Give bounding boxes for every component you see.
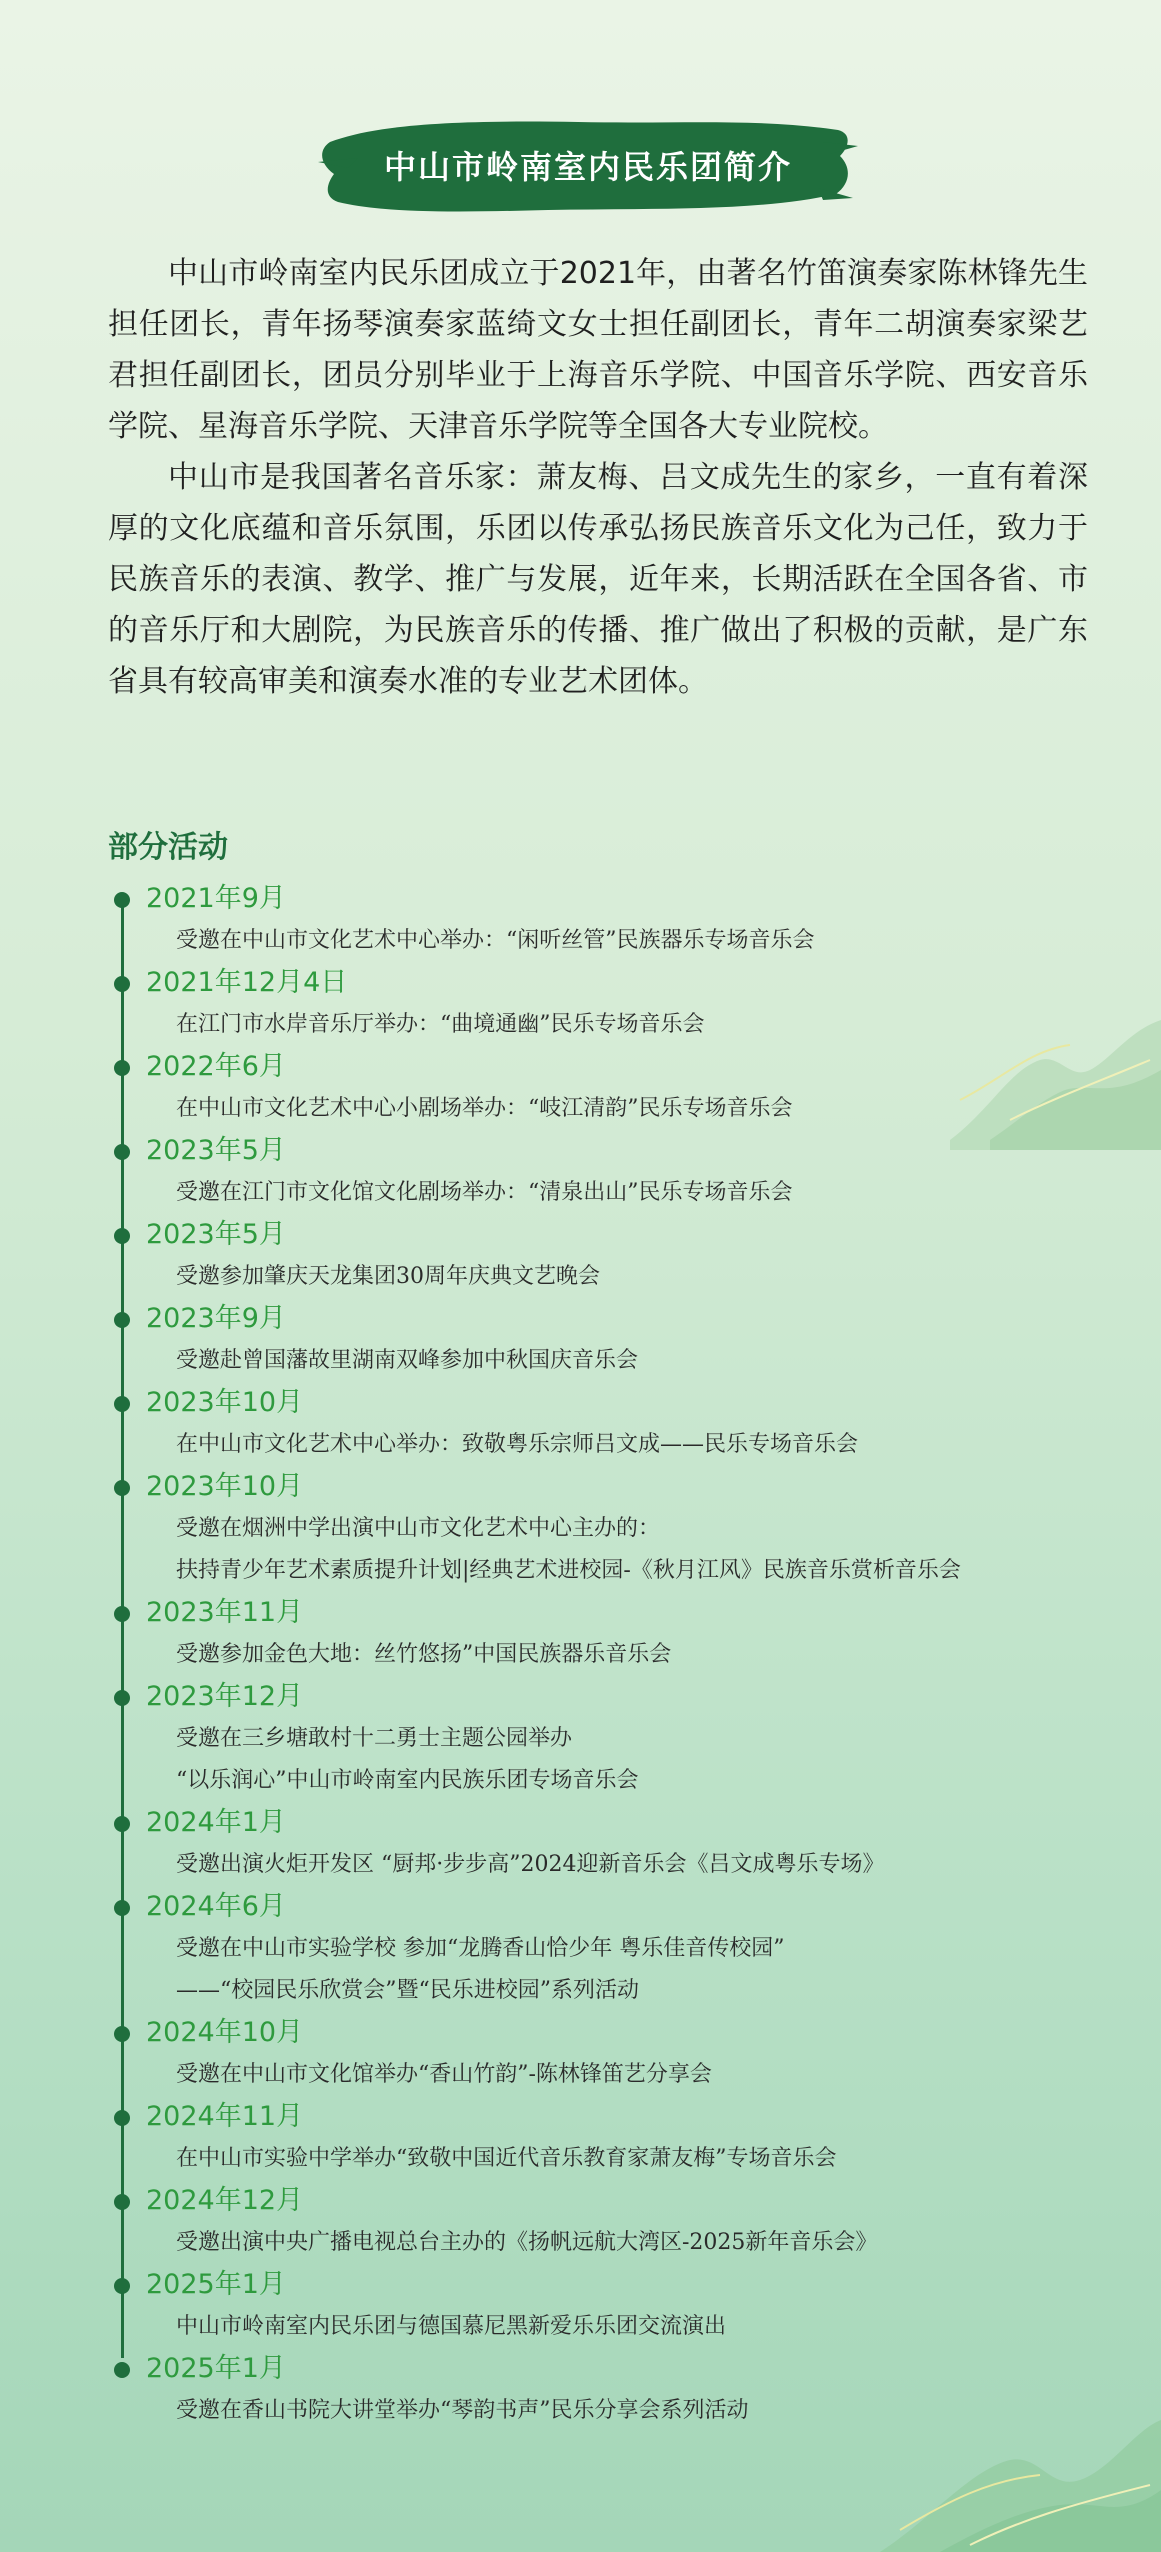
event-description: 受邀出演火炬开发区 “厨邦·步步高”2024迎新音乐会《吕文成粤乐专场》 — [176, 1852, 885, 1877]
timeline-event — [108, 1298, 1108, 1382]
timeline-event — [108, 2348, 1108, 2432]
event-description: 受邀在香山书院大讲堂举办“琴韵书声”民乐分享会系列活动 — [176, 2398, 749, 2423]
event-date: 2022年6月 — [146, 1051, 286, 1082]
event-date: 2023年10月 — [146, 1471, 304, 1502]
event-date: 2024年1月 — [146, 1807, 286, 1838]
event-description: 受邀参加肇庆天龙集团30周年庆典文艺晚会 — [176, 1264, 600, 1289]
timeline-event — [108, 2096, 1108, 2180]
timeline-event — [108, 2264, 1108, 2348]
event-description: 受邀在三乡塘敢村十二勇士主题公园举办 — [176, 1726, 573, 1751]
timeline-event — [108, 1802, 1108, 1886]
timeline-dot — [114, 892, 130, 908]
event-date: 2023年5月 — [146, 1135, 286, 1166]
event-description: 在中山市文化艺术中心小剧场举办：“岐江清韵”民乐专场音乐会 — [176, 1096, 793, 1121]
timeline-event — [108, 1130, 1108, 1214]
intro-paragraph-1: 中山市岭南室内民乐团成立于2021年，由著名竹笛演奏家陈林锋先生担任团长，青年扬琴演奏家蓝绮文女士担任副团长，青年二胡演奏家梁艺君担任副团长，团员分别毕业于上海音乐学院、中国音乐学院、西安音乐学院、星海音乐学院、天津音乐学院等全国各大专业院校。 — [108, 256, 1088, 444]
event-description: 在江门市水岸音乐厅举办：“曲境通幽”民乐专场音乐会 — [176, 1012, 705, 1037]
event-description: 扶持青少年艺术素质提升计划|经典艺术进校园-《秋月江风》民族音乐赏析音乐会 — [176, 1558, 961, 1583]
event-description: 在中山市实验中学举办“致敬中国近代音乐教育家萧友梅”专场音乐会 — [176, 2146, 837, 2171]
timeline-dot — [114, 976, 130, 992]
timeline-dot — [114, 1900, 130, 1916]
section-title: 部分活动 — [108, 830, 228, 865]
timeline-event — [108, 878, 1108, 962]
timeline-event — [108, 1382, 1108, 1466]
timeline-dot — [114, 1606, 130, 1622]
event-description: 受邀参加金色大地：丝竹悠扬”中国民族器乐音乐会 — [176, 1642, 672, 1667]
timeline-event — [108, 1214, 1108, 1298]
timeline-dot — [114, 1228, 130, 1244]
event-date: 2024年10月 — [146, 2017, 304, 2048]
intro-section — [108, 248, 1088, 707]
event-description: 受邀在江门市文化馆文化剧场举办：“清泉出山”民乐专场音乐会 — [176, 1180, 793, 1205]
event-description: 受邀在中山市文化艺术中心举办：“闲听丝管”民族器乐专场音乐会 — [176, 928, 815, 953]
timeline-event — [108, 1886, 1108, 2012]
timeline-dot — [114, 1480, 130, 1496]
event-description: 受邀出演中央广播电视总台主办的《扬帆远航大湾区-2025新年音乐会》 — [176, 2230, 878, 2255]
intro-paragraph-2: 中山市是我国著名音乐家：萧友梅、吕文成先生的家乡，一直有着深厚的文化底蕴和音乐氛围，乐团以传承弘扬民族音乐文化为己任，致力于民族音乐的表演、教学、推广与发展，近年来，长期活跃在全国各省、市的音乐厅和大剧院，为民族音乐的传播、推广做出了积极的贡献，是广东省具有较高审美和演奏水准的专业艺术团体。 — [108, 460, 1088, 699]
event-date: 2023年9月 — [146, 1303, 286, 1334]
event-date: 2023年12月 — [146, 1681, 304, 1712]
timeline-dot — [114, 2110, 130, 2126]
timeline-event — [108, 1592, 1108, 1676]
event-description: 受邀在中山市实验学校 参加“龙腾香山恰少年 粤乐佳音传校园” — [176, 1936, 785, 1961]
event-date: 2025年1月 — [146, 2353, 286, 2384]
event-description: 受邀在中山市文化馆举办“香山竹韵”-陈林锋笛艺分享会 — [176, 2062, 712, 2087]
event-description: 中山市岭南室内民乐团与德国慕尼黑新爱乐乐团交流演出 — [176, 2314, 727, 2339]
timeline-event — [108, 1676, 1108, 1802]
event-date: 2025年1月 — [146, 2269, 286, 2300]
timeline-dot — [114, 2362, 130, 2378]
timeline-dot — [114, 1690, 130, 1706]
timeline-event — [108, 1046, 1108, 1130]
timeline-event — [108, 962, 1108, 1046]
event-date: 2024年6月 — [146, 1891, 286, 1922]
event-description: ——“校园民乐欣赏会”暨“民乐进校园”系列活动 — [176, 1978, 639, 2003]
timeline-dot — [114, 1816, 130, 1832]
timeline-dot — [114, 1396, 130, 1412]
timeline-event — [108, 2180, 1108, 2264]
event-date: 2024年11月 — [146, 2101, 304, 2132]
timeline-dot — [114, 2278, 130, 2294]
event-date: 2023年10月 — [146, 1387, 304, 1418]
timeline-dot — [114, 1312, 130, 1328]
timeline — [108, 878, 1108, 2432]
event-date: 2023年11月 — [146, 1597, 304, 1628]
event-description: 受邀赴曾国藩故里湖南双峰参加中秋国庆音乐会 — [176, 1348, 639, 1373]
event-date: 2024年12月 — [146, 2185, 304, 2216]
timeline-dot — [114, 2026, 130, 2042]
title-banner — [318, 112, 858, 218]
timeline-dot — [114, 2194, 130, 2210]
timeline-dot — [114, 1144, 130, 1160]
timeline-dot — [114, 1060, 130, 1076]
timeline-event — [108, 1466, 1108, 1592]
event-date: 2021年9月 — [146, 883, 286, 914]
event-date: 2023年5月 — [146, 1219, 286, 1250]
timeline-event — [108, 2012, 1108, 2096]
event-description: 在中山市文化艺术中心举办：致敬粤乐宗师吕文成——民乐专场音乐会 — [176, 1432, 859, 1457]
event-description: “以乐润心”中山市岭南室内民族乐团专场音乐会 — [176, 1768, 639, 1793]
page-title: 中山市岭南室内民乐团简介 — [383, 148, 792, 186]
event-description: 受邀在烟洲中学出演中山市文化艺术中心主办的： — [176, 1516, 661, 1541]
event-date: 2021年12月4日 — [146, 967, 348, 998]
